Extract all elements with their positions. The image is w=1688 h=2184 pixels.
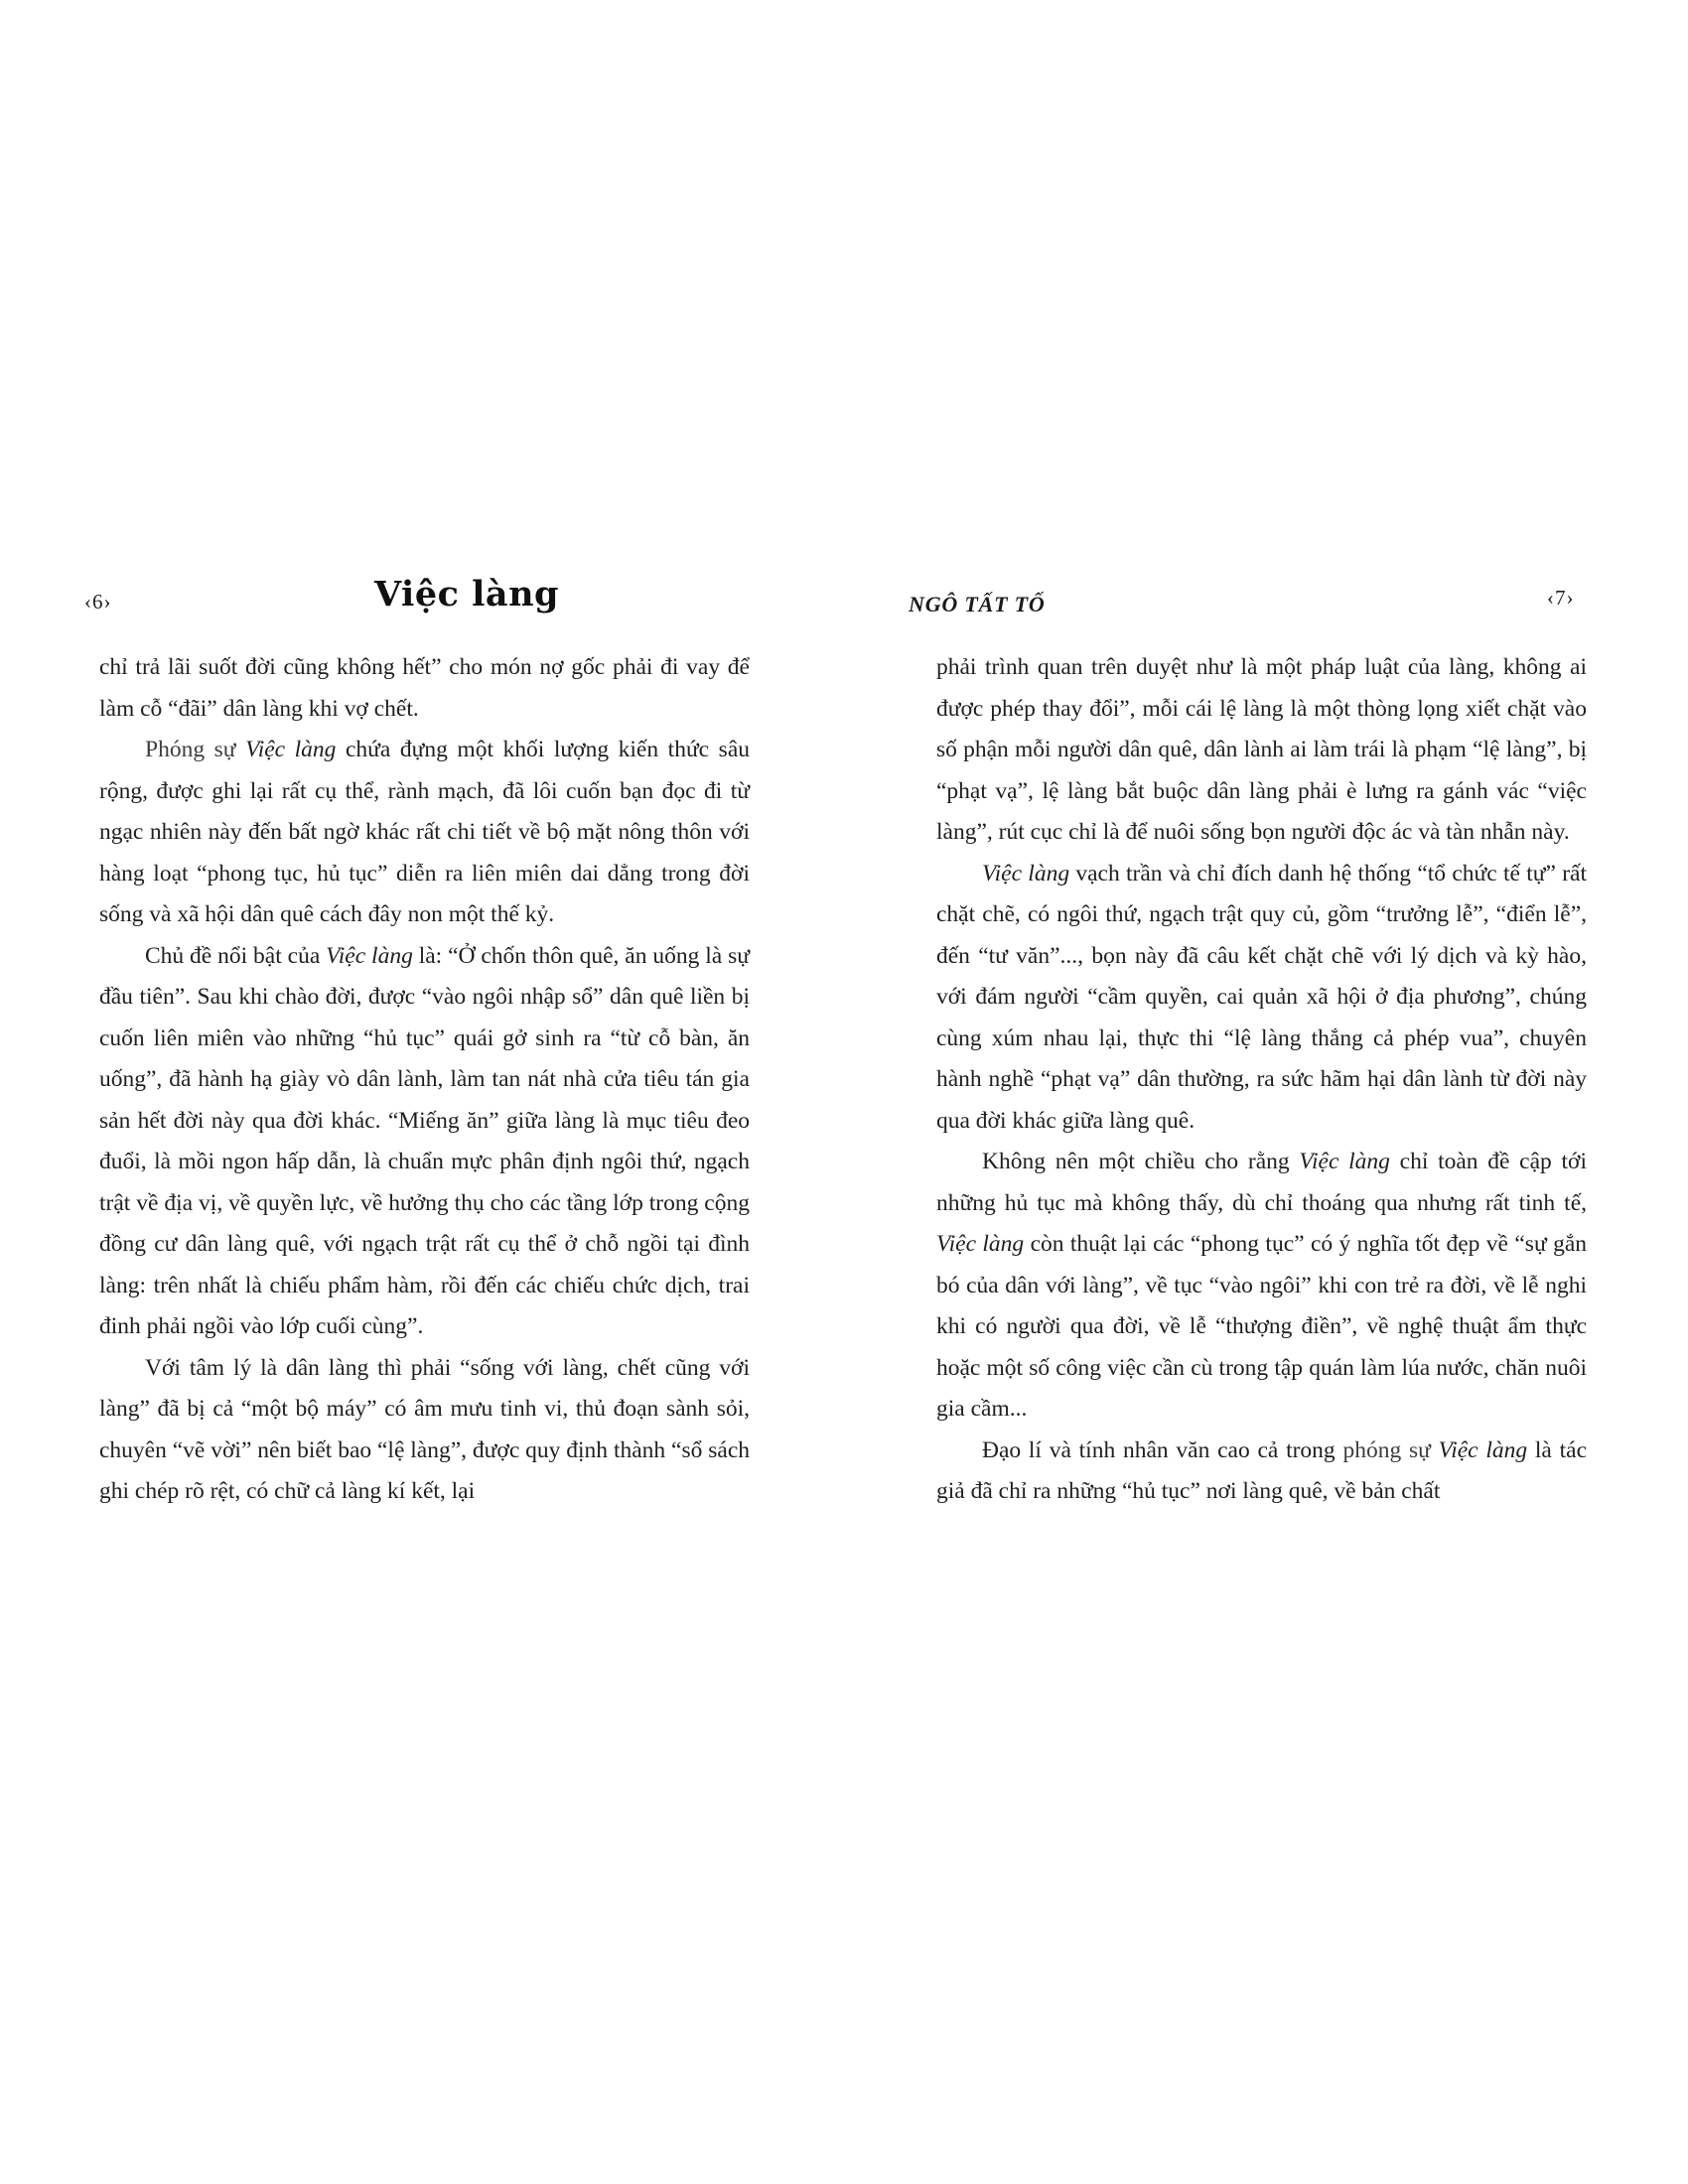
text-segment-normal: còn thuật lại các “phong tục” có ý nghĩa tốt đẹp về “sự gắn bó của dân với làng”, về tục “vào ngôi” khi con trẻ ra đời, về lễ nghi khi có người qua đời, về lễ “thượng điền”, về nghệ thuật ẩm thực hoặc một số công việc cần cù trong tập quán làm lúa nước, chăn nuôi gia cầm... xyxy=(936,1231,1588,1422)
text-segment-normal: Đạo lí và tính nhân văn cao cả trong xyxy=(982,1436,1343,1463)
text-segment-italic: Việc làng xyxy=(982,860,1070,887)
text-segment-normal: là: “Ở chốn thôn quê, ăn uống là sự đầu tiên”. Sau khi chào đời, được “vào ngôi nhập sổ” dân quê liền bị cuốn liên miên vào những “hủ tục” quái gở sinh ra “từ cỗ bàn, ăn uống”, đã hành hạ giày vò dân lành, làm tan nát nhà cửa tiêu tán gia sản hết đời này qua đời khác. “Miếng ăn” giữa làng là mục tiêu đeo đuổi, là mồi ngon hấp dẫn, là chuẩn mực phân định ngôi thứ, ngạch trật về địa vị, về quyền lực, về hưởng thụ cho các tầng lớp trong cộng đồng cư dân làng quê, với ngạch trật rất cụ thể ở chỗ ngồi tại đình làng: trên nhất là chiếu phẩm hàm, rồi đến các chiếu chức dịch, trai đinh phải ngồi vào lớp cuối cùng”. xyxy=(99,942,750,1339)
text-segment-light: Phóng sự xyxy=(145,737,246,762)
paragraph xyxy=(99,1348,750,1513)
text-segment-normal: phải trình quan trên duyệt như là một pháp luật của làng, không ai được phép thay đổi”, mỗi cái lệ làng là một thòng lọng xiết chặt vào số phận mỗi người dân quê, dân lành ai làm trái là phạm “lệ làng”, bị “phạt vạ”, lệ làng bắt buộc dân làng phải è lưng ra gánh vác “việc làng”, rút cục chỉ là để nuôi sống bọn người độc ác và tàn nhẫn này. xyxy=(936,654,1587,845)
page-number-left: ‹6› xyxy=(84,590,112,614)
text-segment-normal: vạch trần và chỉ đích danh hệ thống “tổ chức tế tự” rất chặt chẽ, có ngôi thứ, ngạch trật quy củ, gồm “trưởng lễ”, “điển lễ”, đến “tư văn”..., bọn này đã câu kết chặt chẽ với lý dịch và kỳ hào, với đám người “cầm quyền, cai quản xã hội ở địa phương”, chúng cùng xúm nhau lại, thực thi “lệ làng thắng cả phép vua”, chuyên hành nghề “phạt vạ” dân thường, ra sức hãm hại dân lành từ đời này qua đời khác giữa làng quê. xyxy=(936,860,1587,1134)
text-segment-normal: Chủ đề nổi bật của xyxy=(145,942,327,969)
paragraph xyxy=(936,1142,1587,1431)
text-segment-italic: Việc làng xyxy=(1438,1436,1528,1463)
text-segment-normal: chỉ toàn đề cập tới những hủ tục mà không thấy, dù chỉ thoáng qua nhưng rất tinh tế, xyxy=(936,1149,1587,1216)
running-header-author: NGÔ TẤT TỐ xyxy=(909,592,1046,616)
paragraph xyxy=(99,730,750,936)
paragraph xyxy=(936,647,1587,854)
text-segment-italic: Việc làng xyxy=(936,1231,1025,1257)
text-segment-italic: Việc làng xyxy=(326,942,413,969)
text-segment-italic: Việc làng xyxy=(1299,1149,1390,1174)
text-segment-normal: chỉ trả lãi suốt đời cũng không hết” cho món nợ gốc phải đi vay để làm cỗ “đãi” dân làng khi vợ chết. xyxy=(99,654,750,722)
paragraph xyxy=(936,1431,1587,1513)
paragraph xyxy=(99,936,750,1348)
text-segment-italic: Việc làng xyxy=(245,737,337,762)
text-segment-normal: chứa đựng một khối lượng kiến thức sâu rộng, được ghi lại rất cụ thể, rành mạch, đã lôi cuốn bạn đọc đi từ ngạc nhiên này đến bất ngờ khác rất chi tiết về bộ mặt nông thôn với hàng loạt “phong tục, hủ tục” diễn ra liên miên dai dẳng trong đời sống và xã hội dân quê cách đây non một thế kỷ. xyxy=(99,737,750,927)
running-header-book-title: Việc làng xyxy=(374,574,559,614)
paragraph xyxy=(936,854,1587,1143)
text-segment-normal: Với tâm lý là dân làng thì phải “sống với làng, chết cũng với làng” đã bị cả “một bộ máy” có âm mưu tinh vi, thủ đoạn sành sỏi, chuyên “vẽ vời” nên biết bao “lệ làng”, được quy định thành “sổ sách ghi chép rõ rệt, có chữ cả làng kí kết, lại xyxy=(99,1354,750,1504)
paragraph xyxy=(99,647,750,730)
right-page-text-column xyxy=(936,647,1587,1513)
left-page-text-column xyxy=(99,647,750,1513)
text-segment-normal: Không nên một chiều cho rằng xyxy=(982,1149,1300,1174)
text-segment-light: phóng sự xyxy=(1342,1436,1439,1463)
text-segment-normal: là tác giả đã chỉ ra những “hủ tục” nơi làng quê, về bản chất xyxy=(936,1436,1588,1504)
page-number-right: ‹7› xyxy=(1547,586,1575,610)
